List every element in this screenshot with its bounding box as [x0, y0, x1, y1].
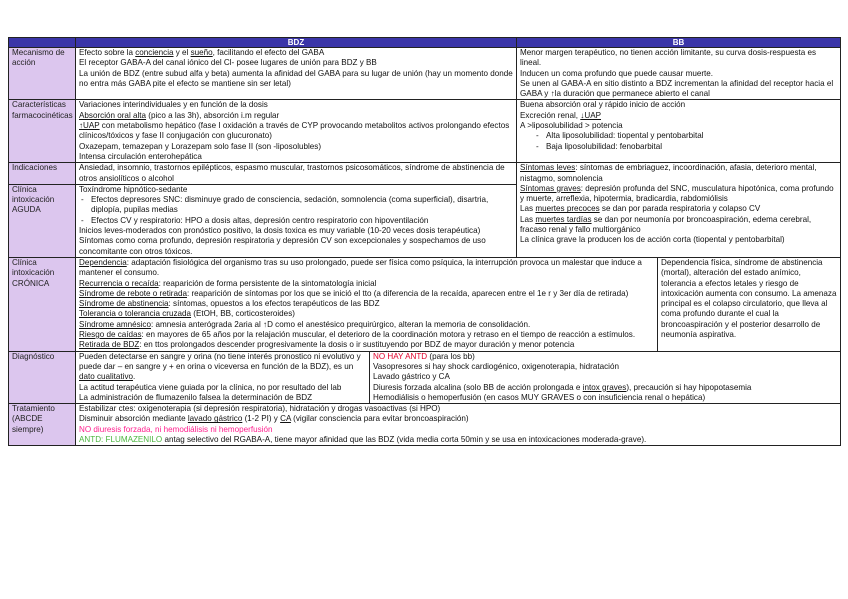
row-indicaciones — [9, 163, 841, 185]
diagnostico-bdz: Pueden detectarse en sangre y orina (no tiene interés pronostico ni evolutivo y puede dar – en sangre y + en orina o viceversa en función de la BDZ), es un dato cualitativo. La actitud terapéutica viene guiada por la clínica, no por resultado del lab La administración de flumazenilo falsea la determinación de BDZ — [76, 351, 370, 403]
label-cronica: Clínica intoxicación CRÓNICA — [9, 257, 76, 351]
farmaco-bb: Buena absorción oral y rápido inicio de acción Excreción renal, ↓UAP A >liposolubilidad > potencia - Alta liposolubilidad: tiopental y pentobarbital - Baja liposolubilidad: fenobarbital — [517, 100, 841, 163]
row-farmaco — [9, 100, 841, 163]
label-aguda: Clínica intoxicación AGUDA — [9, 184, 76, 257]
row-tratamiento — [9, 404, 841, 446]
row-cronica — [9, 257, 841, 351]
mecanismo-bb: Menor margen terapéutico, no tienen acción limitante, su curva dosis-respuesta es lineal. Inducen un coma profundo que puede causar muerte. Se unen al GABA-A en sitio distinto a BDZ incrementan la afinidad del receptor hacia el GABA y ↑la duración que permanece abierto el canal — [517, 48, 841, 100]
cronica-bdz: Dependencia: adaptación fisiológica del organismo tras su uso prolongado, puede ser física como psíquica, la interrupción provoca un malestar que induce a mantener el consumo. Recurrencia o recaída: reaparición de forma persistente de la sintomatología inicial Síndrome de rebote o retirada: reaparición de síntomas por los que se inició el tto (a diferencia de la recaída, aparecen entre el 1e r y 3er día de retirada) Síndrome de abstinencia: síntomas, opuestos a los efectos terapéuticos de las BDZ Tolerancia o tolerancia cruzada (EtOH, BB, corticosteroides) Síndrome amnésico: amnesia anterógrada 2aria al ↑D como el anestésico prequirúrgico, alteran la memoria de consolidación. Riesgo de caídas: en mayores de 65 años por la relajación muscular, el deterioro de la coordinación motora y retraso en el tiempo de reacción a estímulos. Retirada de BDZ: en ttos prolongados descender progresivamente la dosis o ir sustituyendo por BDZ de mayor duración y menor potencia — [76, 257, 658, 351]
label-tratamiento: Tratamiento (ABCDE siempre) — [9, 404, 76, 446]
label-farmaco: Características farmacocinéticas — [9, 100, 76, 163]
header-row — [9, 38, 841, 48]
farmaco-bdz: Variaciones interindividuales y en función de la dosis Absorción oral alta (pico a las 3h), absorción i.m regular ↑UAP con metabolismo hepático (fase I oxidación a través de CYP provocando metabolitos activos prolongando efectos clínicos/tóxicos y fase II conjugación con glucuronato) Oxazepam, temazepan y Lorazepam solo fase II (son -liposolubles) Intensa circulación enterohepática — [76, 100, 517, 163]
comparison-table — [8, 37, 841, 446]
row-diagnostico — [9, 351, 841, 403]
header-bb: BB — [517, 38, 841, 48]
diagnostico-bb: NO HAY ANTD (para los bb) Vasopresores si hay shock cardiogénico, oxigenoterapia, hidratación Lavado gástrico y CA Diuresis forzada alcalina (solo BB de acción prolongada e intox graves), precaución si hay hipopotasemia Hemodiálisis o hemoperfusión (en casos MUY GRAVES o con insuficiencia renal o hepática) — [370, 351, 841, 403]
header-bdz: BDZ — [76, 38, 517, 48]
cronica-bb: Dependencia física, síndrome de abstinencia (mortal), alteración del estado anímico, tolerancia a efectos letales y riesgo de intoxicación aumenta con consumo. La amenaza principal es el colapso circulatorio, que lleva al coma profundo durante el cual la broncoaspiración y el posterior desarrollo de neumonía aspirativa. — [658, 257, 841, 351]
header-corner — [9, 38, 76, 48]
aguda-bdz: Toxíndrome hipnótico-sedante - Efectos depresores SNC: disminuye grado de consciencia, sedación, somnolencia (coma superficial), disartria, diplopía, pupilas medias - Efectos CV y respiratorio: HPO a dosis altas, depresión centro respiratorio con hipoventilación Inicios leves-moderados con pronóstico positivo, la dosis toxica es muy variable (10-20 veces dosis terapéutica) Síntomas como coma profundo, depresión respiratoria y depresión CV son excepcionales y sospechamos de uso concomitante con otros tóxicos. — [76, 184, 517, 257]
indicaciones-bdz: Ansiedad, insomnio, trastornos epilépticos, espasmo muscular, trastornos psicosomáticos, síndrome de abstinencia de otros ansiolíticos o alcohol — [76, 163, 517, 185]
aguda-bb: Síntomas leves: síntomas de embriaguez, incoordinación, afasia, deterioro mental, nistagmo, somnolencia Síntomas graves: depresión profunda del SNC, musculatura hipotónica, coma profundo y muerte, arreflexia, hipotermia, bradicardia, rabdomiólisis Las muertes precoces se dan por parada respiratoria y colapso CV Las muertes tardías se dan por neumonía por broncoaspiración, edema cerebral, fracaso renal y fallo multiorgánico La clínica grave la producen los de acción corta (tiopental y pentobarbital) — [517, 163, 841, 258]
tratamiento-content: Estabilizar ctes: oxigenoterapia (si depresión respiratoria), hidratación y drogas vasoactivas (si HPO) Disminuir absorción mediante lavado gástrico (1-2 PI) y CA (vigilar consciencia para evitar broncoaspiración) NO diuresis forzada, ni hemodiálisis ni hemoperfusión ANTD: FLUMAZENILO antag selectivo del RGABA-A, tiene mayor afinidad que las BDZ (vida media corta 50min y se usa en intoxicaciones moderada-grave). — [76, 404, 841, 446]
label-diagnostico: Diagnóstico — [9, 351, 76, 403]
label-mecanismo: Mecanismo de acción — [9, 48, 76, 100]
label-indicaciones: Indicaciones — [9, 163, 76, 185]
row-mecanismo — [9, 48, 841, 100]
mecanismo-bdz: Efecto sobre la conciencia y el sueño, facilitando el efecto del GABA El receptor GABA-A del canal iónico del Cl- posee lugares de unión para BDZ y BB La unión de BDZ (entre subud alfa y beta) aumenta la afinidad del GABA para su lugar de unión (hay un momento donde no entra más GABA pite el efecto se mantiene sin ser letal) — [76, 48, 517, 100]
